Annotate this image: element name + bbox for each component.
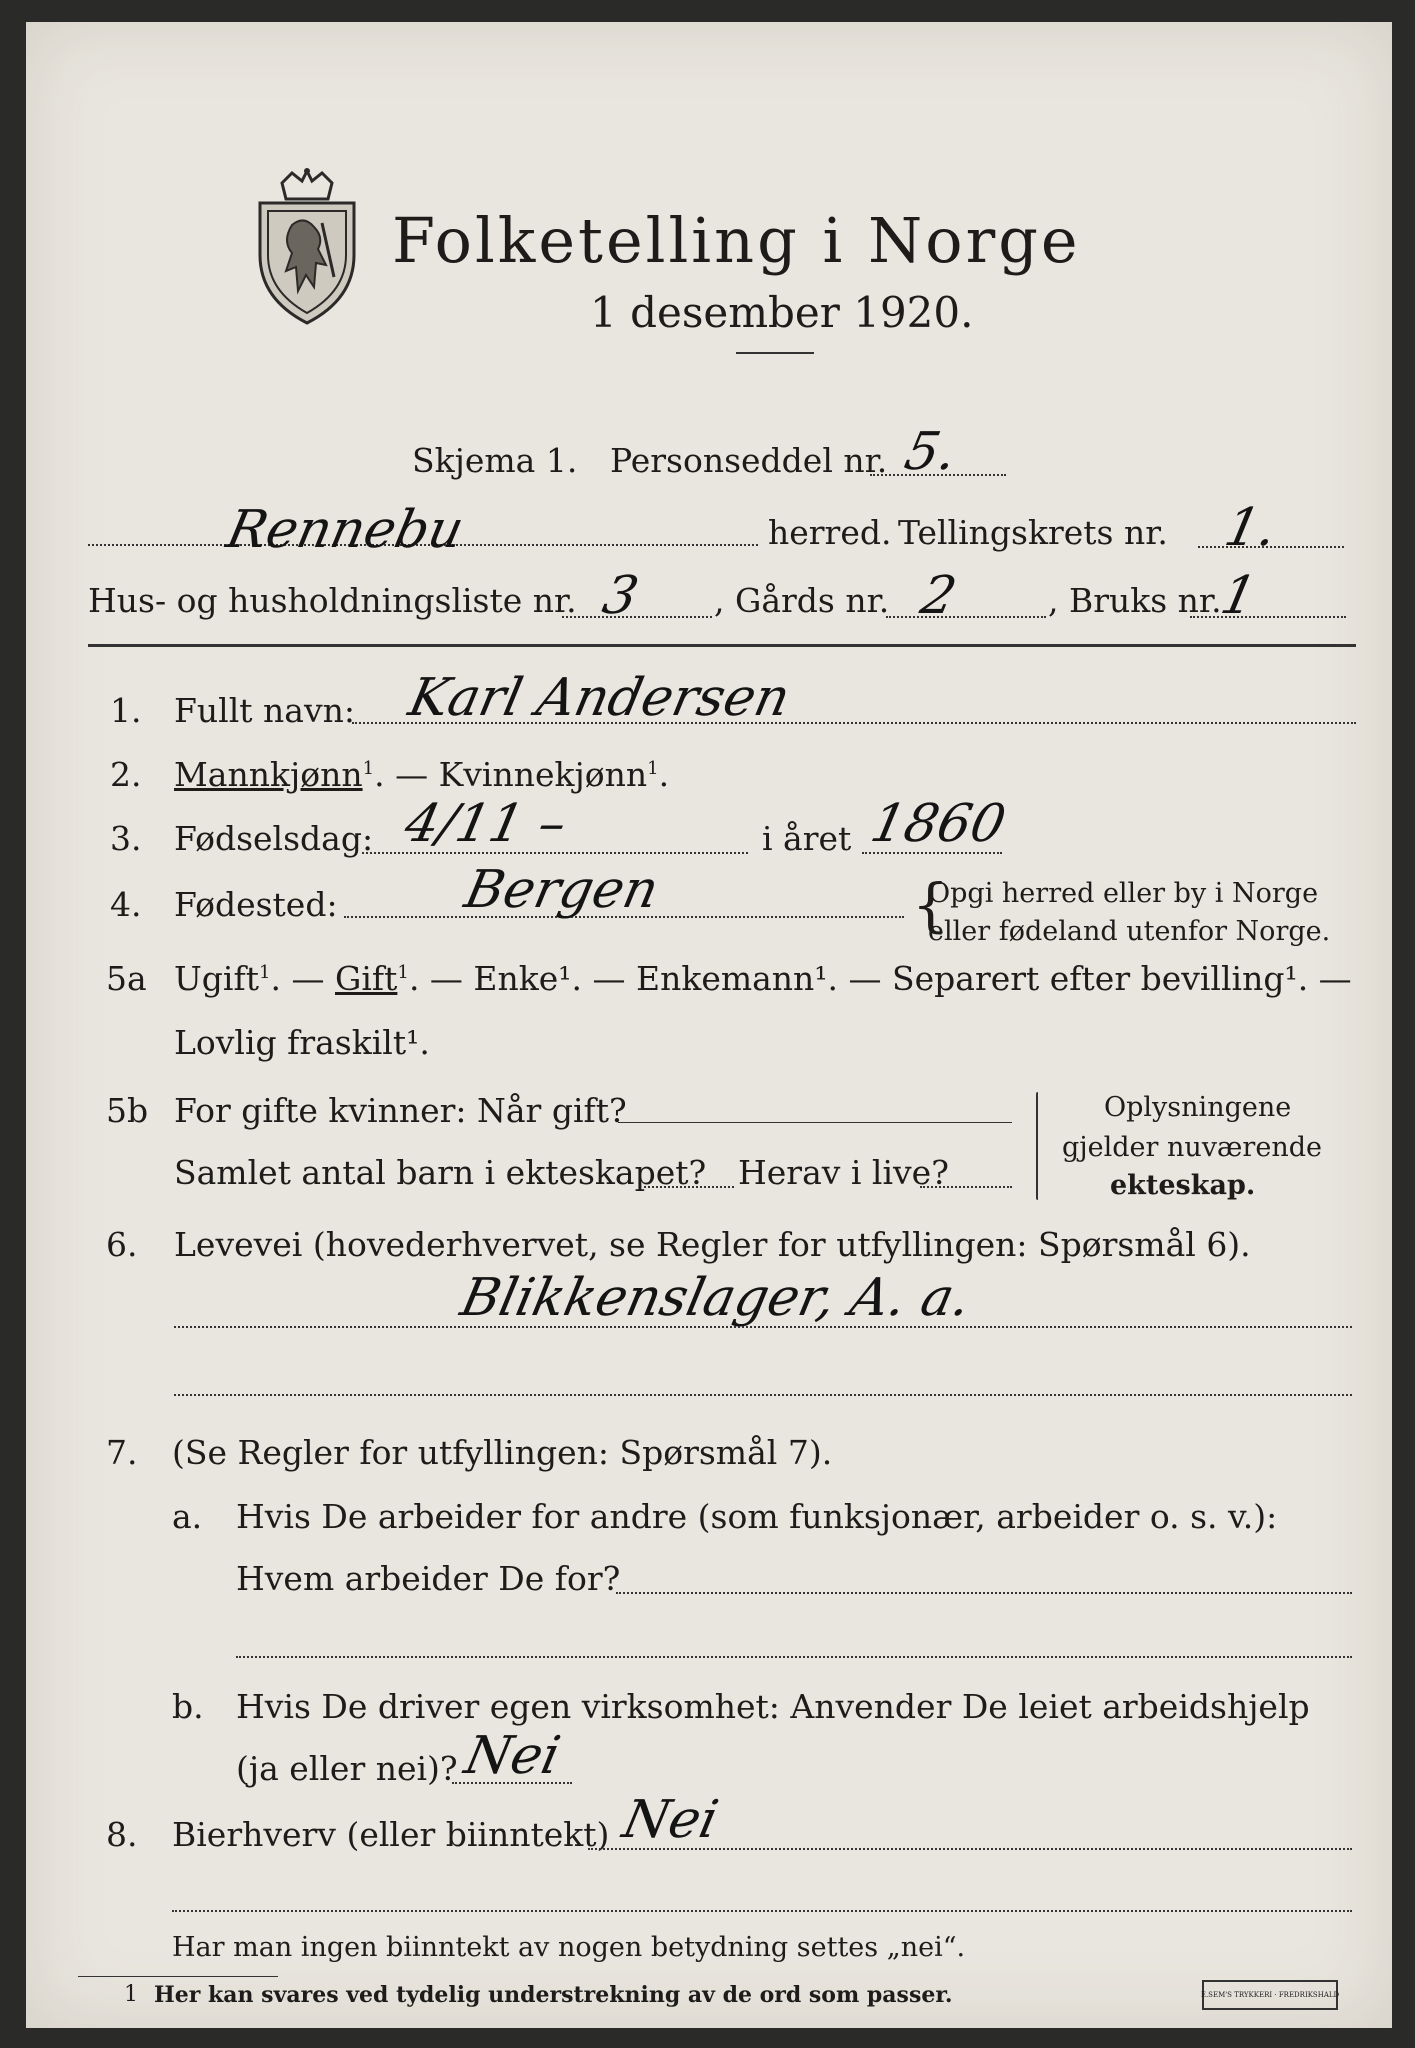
q3-label: Fødselsdag: (174, 819, 374, 858)
q4-note-2: eller fødeland utenfor Norge. (928, 916, 1331, 947)
q3-number: 3. (110, 819, 142, 858)
q7b-label: Hvis De driver egen virksomhet: Anvender De leiet arbeidshjelp (236, 1687, 1310, 1726)
form-title: Folketelling i Norge (392, 204, 1081, 277)
q5b-number: 5b (106, 1091, 149, 1130)
q5b-married-line (618, 1122, 1012, 1123)
tellingskrets-label: Tellingskrets nr. (898, 513, 1168, 552)
nei-note: Har man ingen biinntekt av nogen betydning settes „nei“. (172, 1932, 966, 1963)
q6-number: 6. (106, 1225, 138, 1264)
gards-label: , Gårds nr. (714, 581, 890, 620)
q1-number: 1. (110, 691, 142, 730)
hus-value: 3 (597, 566, 644, 626)
herred-label: herred. (768, 513, 892, 552)
bruks-value: 1 (1215, 566, 1262, 626)
q7-label: (Se Regler for utfyllingen: Spørsmål 7). (172, 1433, 833, 1472)
census-date: 1 desember 1920. (590, 288, 974, 337)
herred-value: Rennebu (221, 500, 469, 560)
q5b-note-3: ekteskap. (1110, 1170, 1256, 1201)
q4-number: 4. (110, 885, 142, 924)
bruks-label: , Bruks nr. (1048, 581, 1222, 620)
q6-label: Levevei (hovederhvervet, se Regler for utfyllingen: Spørsmål 6). (174, 1225, 1251, 1264)
birth-year-value: 1860 (865, 794, 1011, 854)
q5b-note-2: gjelder nuværende (1062, 1132, 1322, 1163)
q4-note-1: Opgi herred eller by i Norge (928, 878, 1319, 909)
birthdate-value: 4/11 – (399, 794, 572, 854)
q3-year-label: i året (762, 819, 852, 858)
q8-number: 8. (106, 1815, 138, 1854)
title-divider (736, 352, 814, 354)
q5a-line-2: Lovlig fraskilt¹. (174, 1023, 430, 1062)
coat-of-arms-icon (248, 167, 366, 327)
header-divider (88, 644, 1356, 647)
q7a-sub: Hvem arbeider De for? (236, 1559, 621, 1598)
birthplace-value: Bergen (459, 860, 664, 920)
hus-label: Hus- og husholdningsliste nr. (88, 581, 577, 620)
printer-stamp: E.SEM'S TRYKKERI · FREDRIKSHALD (1202, 1980, 1338, 2010)
ugift-option: Ugift (174, 959, 259, 998)
footnote-text: Her kan svares ved tydelig understrekning av de ord som passer. (154, 1982, 953, 2008)
hus-line (562, 616, 712, 618)
q7a-line-1 (616, 1592, 1352, 1594)
q7a-line-2 (236, 1656, 1352, 1658)
q5b-alive-line (920, 1186, 1012, 1188)
gards-line (886, 616, 1046, 618)
skjema-label: Skjema 1. (412, 441, 578, 480)
footnote-divider (78, 1976, 278, 1977)
q2-number: 2. (110, 755, 142, 794)
q7a-letter: a. (172, 1497, 203, 1536)
q7b-letter: b. (172, 1687, 204, 1726)
q5b-alive-label: Herav i live? (738, 1153, 949, 1192)
bruks-line (1190, 616, 1346, 618)
gift-option: Gift (335, 959, 398, 998)
q5b-children-line (644, 1186, 734, 1188)
occupation-value: Blikkenslager, A. a. (455, 1268, 976, 1328)
q5a-options: Ugift$^1$. — Gift$^1$. — Enke¹. — Enkemann¹. — Separert efter bevilling¹. — (174, 959, 1352, 998)
q7-number: 7. (106, 1433, 138, 1472)
personseddel-label: Personseddel nr. (610, 441, 888, 480)
gards-value: 2 (915, 566, 962, 626)
q2-options: Mannkjønn$^1$. — Kvinnekjønn$^1$. (174, 755, 670, 794)
hired-help-value: Nei (459, 1726, 566, 1786)
q5a-number: 5a (106, 959, 147, 998)
q4-label: Fødested: (174, 885, 338, 924)
side-income-value: Nei (617, 1790, 724, 1850)
q5b-line-1: For gifte kvinner: Når gift? (174, 1091, 627, 1130)
tellingskrets-value: 1. (1219, 498, 1283, 558)
q7b-sub: (ja eller nei)? (236, 1749, 458, 1788)
q6-line-1 (174, 1326, 1352, 1328)
personseddel-value: 5. (899, 422, 963, 482)
q5b-line-2: Samlet antal barn i ekteskapet? (174, 1153, 707, 1192)
full-name-value: Karl Andersen (403, 668, 796, 728)
q1-label: Fullt navn: (174, 691, 355, 730)
census-form-page: Folketelling i Norge 1 desember 1920. Skjema 1. Personseddel nr. 5. Rennebu herred. Tellingskrets nr. 1. Hus- og husholdningsliste nr. 3 , Gårds nr. 2 , Bruks nr. 1 1. Fullt navn: Karl Andersen 2. Mannkjønn$^1$. — Kvinnekjønn$^1$. 3. Fødselsdag: 4/11 – i året 1860 4. Fødested: Bergen { Opgi herred eller by i Norge eller fødeland utenfor Norge. 5a Ugift$^1$. — Gift$^1$. — Enke¹. — Enkemann¹. — Separert efter bevilling¹. — Lovlig fraskilt¹. 5b For gifte kvinner: Når gift? Samlet antal barn i ekteskapet? Herav i live? Oplysningene gjelder nuværende ekteskap. 6. Levevei (hovederhvervet, se Regler for utfyllingen: Spørsmål 6). Blikkenslager, A. a. 7. (Se Regler for utfyllingen: Spørsmål 7). a. Hvis De arbeider for andre (som funksjonær, arbeider o. s. v.): Hvem arbeider De for? b. Hvis De driver egen virksomhet: Anvender De leiet arbeidshjelp (ja eller nei)? Nei 8. Bierhverv (eller biinntekt) Nei Har man ingen biinntekt av nogen betydning settes „nei“. 1 Her kan svares ved tydelig understrekning av de ord som passer. E.SEM'S TRYKKERI · FREDRIKSHALD (26, 22, 1392, 2028)
q5b-note-1: Oplysningene (1104, 1092, 1292, 1123)
q8-line-2 (172, 1910, 1352, 1912)
footnote-number: 1 (124, 1982, 138, 2007)
mannkjonn-option: Mannkjønn (174, 755, 363, 794)
q7a-label: Hvis De arbeider for andre (som funksjonær, arbeider o. s. v.): (236, 1497, 1278, 1536)
q8-label: Bierhverv (eller biinntekt) (172, 1815, 610, 1854)
q6-line-2 (174, 1394, 1352, 1396)
